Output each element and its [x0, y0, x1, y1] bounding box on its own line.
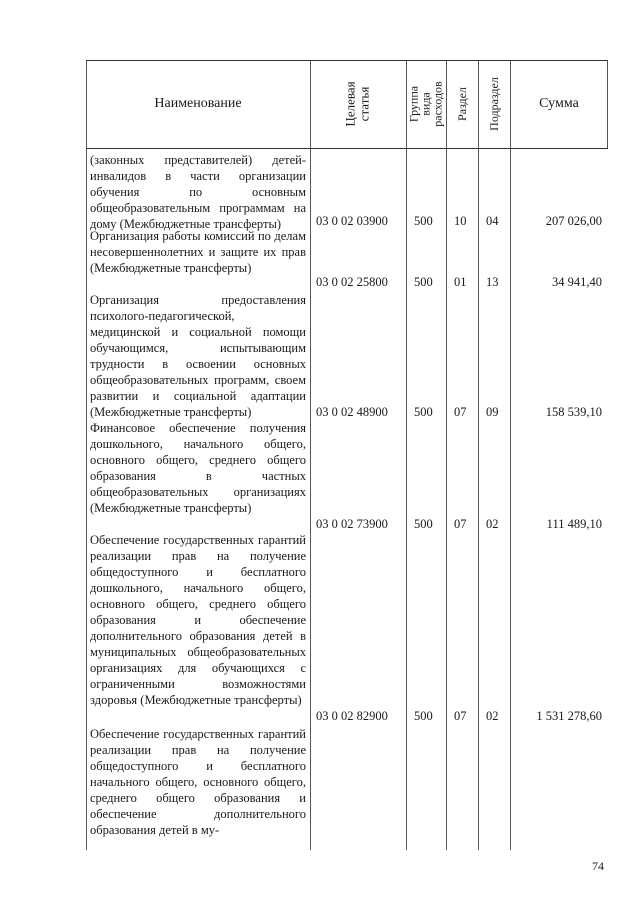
- column-divider: [510, 60, 511, 850]
- header-expense-group-label: Группа вида расходов: [407, 81, 445, 127]
- column-divider: [86, 60, 87, 850]
- row-expense-group: 500: [414, 405, 433, 419]
- header-expense-group: [406, 60, 446, 148]
- header-bottom-border: [86, 148, 608, 149]
- row-target-article: 03 0 02 25800: [316, 275, 388, 289]
- row-subsection: 13: [486, 275, 499, 289]
- header-target-article: [310, 60, 406, 148]
- column-divider: [310, 60, 311, 850]
- row-section: 07: [454, 405, 467, 419]
- row-expense-group: 500: [414, 709, 433, 723]
- row-name: Организация предоставления психолого-педагогической, медицинской и социальной помощи обучающимся, испытывающим трудности в освоении основных общеобразовательных программ, своем развитии и социальной адаптации (Межбюджетные трансферты): [90, 293, 306, 419]
- row-section: 01: [454, 275, 467, 289]
- row-section: 07: [454, 709, 467, 723]
- row-subsection: 09: [486, 405, 499, 419]
- row-name: (законных представителей) детей-инвалидов в части организации обучения по основным общеобразовательным программам на дому (Межбюджетные трансферты): [90, 153, 306, 231]
- row-section: 07: [454, 517, 467, 531]
- row-target-article: 03 0 02 03900: [316, 214, 388, 228]
- row-target-article: 03 0 02 48900: [316, 405, 388, 419]
- row-expense-group: 500: [414, 517, 433, 531]
- row-name: Обеспечение государственных гарантий реализации прав на получение общедоступного и бесплатного начального общего, основного общего, среднего общего образования и обеспечение дополнительного образования детей в му-: [90, 727, 306, 837]
- column-divider: [478, 60, 479, 850]
- row-sum: 207 026,00: [545, 214, 602, 228]
- row-name: Обеспечение государственных гарантий реализации прав на получение общедоступного и бесплатного дошкольного, начального общего, основного общего, среднего общего образования и обеспечение дополнительного образования детей в муниципальных общеобразовательных организациях для обучающихся с ограниченными возможностями здоровья (Межбюджетные трансферты): [90, 533, 306, 707]
- header-sum-label: Сумма: [539, 96, 579, 111]
- row-expense-group: 500: [414, 214, 433, 228]
- row-sum: 1 531 278,60: [536, 709, 602, 723]
- page-number: 74: [592, 859, 604, 873]
- header-subsection-label: Подраздел: [487, 77, 502, 131]
- row-section: 10: [454, 214, 467, 228]
- header-name-label: Наименование: [154, 96, 242, 111]
- column-divider: [446, 60, 447, 850]
- row-sum: 158 539,10: [545, 405, 602, 419]
- row-target-article: 03 0 02 73900: [316, 517, 388, 531]
- row-subsection: 02: [486, 709, 499, 723]
- budget-table: [86, 60, 608, 850]
- row-subsection: 04: [486, 214, 499, 228]
- row-subsection: 02: [486, 517, 499, 531]
- row-sum: 34 941,40: [552, 275, 602, 289]
- row-expense-group: 500: [414, 275, 433, 289]
- header-target-article-label: Целевая статья: [342, 81, 372, 127]
- header-subsection: [478, 60, 510, 148]
- header-section-label: Раздел: [455, 87, 470, 121]
- row-name: Организация работы комиссий по делам несовершеннолетних и защите их прав (Межбюджетные трансферты): [90, 229, 306, 275]
- row-target-article: 03 0 02 82900: [316, 709, 388, 723]
- header-section: [446, 60, 478, 148]
- row-name: Финансовое обеспечение получения дошкольного, начального общего, основного общего, среднего общего образования в частных общеобразовательных организациях (Межбюджетные трансферты): [90, 421, 306, 515]
- header-name: [86, 60, 310, 148]
- row-sum: 111 489,10: [546, 517, 602, 531]
- column-divider: [406, 60, 407, 850]
- header-sum: [510, 60, 608, 148]
